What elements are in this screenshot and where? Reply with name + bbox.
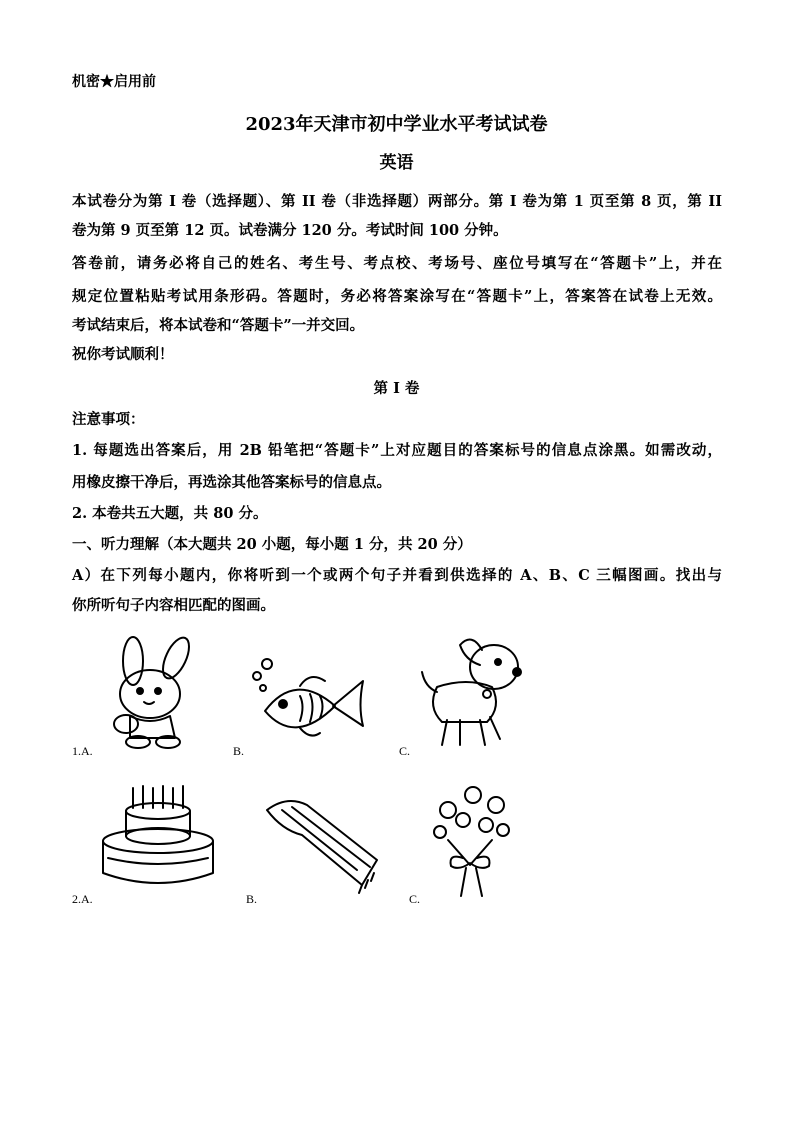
intro-line: 祝你考试顺利！ <box>72 346 174 363</box>
note-line: 2. 本卷共五大题，共 80 分。 <box>72 505 268 522</box>
option-label: 1.A. <box>72 744 93 758</box>
instruction-line: 你所听句子内容相匹配的图画。 <box>72 597 275 614</box>
section-heading: 一、听力理解（本大题共 20 小题，每小题 1 分，共 20 分） <box>72 536 472 553</box>
instruction-line: A）在下列每小题内，你将听到一个或两个句子并看到供选择的 A、B、C 三幅图画。找出与 <box>72 567 722 584</box>
note-line: 用橡皮擦干净后，再选涂其他答案标号的信息点。 <box>72 474 391 491</box>
exam-title: 2023年天津市初中学业水平考试试卷 <box>245 114 548 135</box>
confidential-label: 机密★启用前 <box>72 74 156 90</box>
volume-heading: 第 I 卷 <box>373 380 420 397</box>
option-label: C. <box>409 892 421 906</box>
rabbit-picture <box>98 636 208 755</box>
option-label: C. <box>399 744 411 758</box>
subject-title: 英语 <box>379 153 414 173</box>
fish-picture <box>245 656 375 750</box>
intro-line: 答卷前，请务必将自己的姓名、考生号、考点校、考场号、座位号填写在“答题卡”上，并在 <box>72 255 722 272</box>
scarf-picture <box>262 795 382 899</box>
intro-line: 本试卷分为第 I 卷（选择题）、第 II 卷（非选择题）两部分。第 I 卷为第 1 页至第 8 页，第 II <box>72 193 722 210</box>
note-line: 1. 每题选出答案后，用 2B 铅笔把“答题卡”上对应题目的答案标号的信息点涂黑。如需改动， <box>72 442 722 459</box>
birthday-cake-picture <box>98 783 218 892</box>
intro-line: 考试结束后，将本试卷和“答题卡”一并交回。 <box>72 317 365 334</box>
option-label: B. <box>246 892 258 906</box>
notes-heading: 注意事项： <box>72 411 145 428</box>
dog-picture <box>412 632 537 756</box>
flower-bouquet-picture <box>418 780 528 902</box>
option-label: 2.A. <box>72 892 93 906</box>
intro-line: 卷为第 9 页至第 12 页。试卷满分 120 分。考试时间 100 分钟。 <box>72 222 508 239</box>
option-label: B. <box>233 744 245 758</box>
intro-line: 规定位置粘贴考试用条形码。答题时，务必将答案涂写在“答题卡”上，答案答在试卷上无效。 <box>72 288 722 305</box>
